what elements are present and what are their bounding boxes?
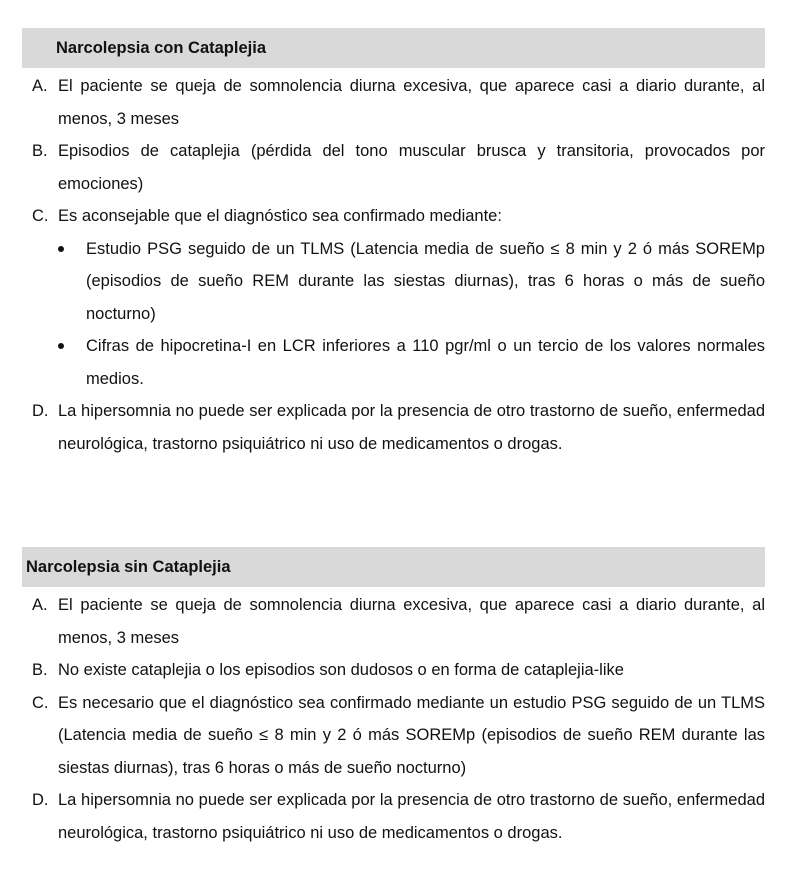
criterion-b — [22, 135, 765, 200]
bullet-icon — [58, 343, 64, 349]
criterion-text: La hipersomnia no puede ser explicada por la presencia de otro trastorno de sueño, enfermedad neurológica, trastorno psiquiátrico ni uso de medicamentos o drogas. — [58, 402, 765, 453]
bullet-item — [58, 330, 765, 395]
criterion-marker: C. — [32, 207, 49, 225]
criterion-text: Es necesario que el diagnóstico sea confirmado mediante un estudio PSG seguido de un TLMS (Latencia media de sueño ≤ 8 min y 2 ó más SOREMp (episodios de sueño REM durante las siestas diurnas), tras 6 horas o más de sueño nocturno) — [58, 693, 765, 777]
bullet-text: Estudio PSG seguido de un TLMS (Latencia media de sueño ≤ 8 min y 2 ó más SOREMp (episodios de sueño REM durante las siestas diurnas), tras 6 horas o más de sueño nocturno) — [86, 239, 765, 323]
criterion-marker: B. — [32, 661, 48, 679]
criterion-d — [22, 784, 765, 849]
section-con-cataplejia — [22, 28, 765, 460]
criterion-marker: C. — [32, 693, 49, 712]
criterion-text: Episodios de cataplejia (pérdida del tono muscular brusca y transitoria, provocados por emociones) — [58, 142, 765, 193]
criterion-text: No existe cataplejia o los episodios son dudosos o en forma de cataplejia-like — [58, 661, 624, 679]
criterion-c-bullets — [58, 233, 765, 396]
section-sin-cataplejia — [22, 547, 765, 849]
criterion-marker: D. — [32, 402, 49, 420]
criterion-marker: A. — [32, 596, 48, 614]
bullet-icon — [58, 246, 64, 252]
criterion-d — [22, 395, 765, 460]
criterion-marker: A. — [32, 77, 48, 95]
criterion-c — [22, 687, 765, 785]
criterion-text: El paciente se queja de somnolencia diurna excesiva, que aparece casi a diario durante, al menos, 3 meses — [58, 596, 765, 647]
criterion-marker: B. — [32, 142, 48, 160]
criteria-list — [22, 70, 765, 460]
criterion-text: La hipersomnia no puede ser explicada por la presencia de otro trastorno de sueño, enfermedad neurológica, trastorno psiquiátrico ni uso de medicamentos o drogas. — [58, 791, 765, 842]
section-title: Narcolepsia sin Cataplejia — [22, 547, 765, 587]
criterion-text: Es aconsejable que el diagnóstico sea confirmado mediante: — [58, 207, 502, 225]
criterion-a — [22, 70, 765, 135]
criterion-b — [22, 654, 765, 687]
bullet-text: Cifras de hipocretina-I en LCR inferiores a 110 pgr/ml o un tercio de los valores normales medios. — [86, 337, 765, 388]
criterion-text: El paciente se queja de somnolencia diurna excesiva, que aparece casi a diario durante, al menos, 3 meses — [58, 77, 765, 128]
criteria-list — [22, 589, 765, 849]
bullet-item — [58, 233, 765, 331]
criterion-a — [22, 589, 765, 654]
section-title: Narcolepsia con Cataplejia — [22, 28, 765, 68]
criterion-marker: D. — [32, 791, 49, 809]
criterion-c — [22, 200, 765, 395]
